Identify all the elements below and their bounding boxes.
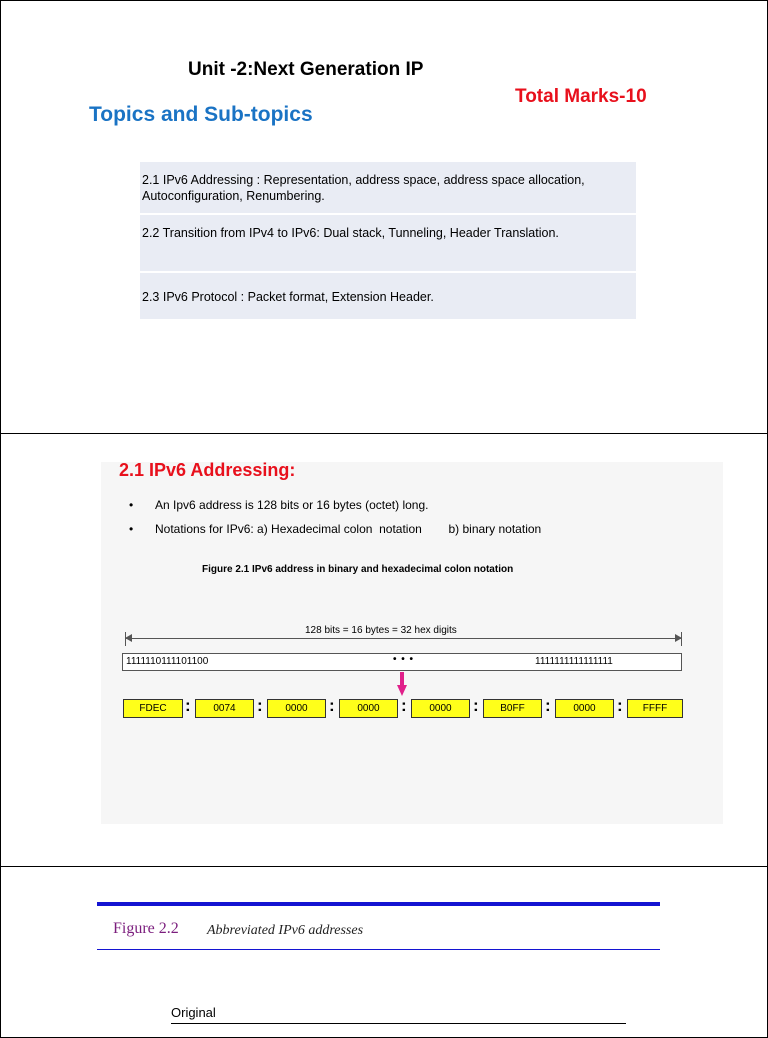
slide-background-panel	[101, 462, 723, 824]
hex-colon: :	[185, 696, 191, 715]
figure-top-rule	[97, 902, 660, 906]
hex-group: FDEC	[123, 699, 183, 718]
slide-ipv6-addressing	[0, 433, 768, 867]
figure-label: Figure 2.2	[113, 920, 179, 937]
topics-table	[140, 162, 636, 321]
hex-group: 0074	[195, 699, 254, 718]
hex-group: B0FF	[483, 699, 542, 718]
hex-colon: :	[545, 696, 551, 715]
hex-colon: :	[617, 696, 623, 715]
binary-right: 1111111111111111	[535, 656, 613, 667]
span-label: 128 bits = 16 bytes = 32 hex digits	[301, 625, 461, 636]
slide-topics	[0, 0, 768, 434]
hex-group: 0000	[339, 699, 398, 718]
hex-colon: :	[329, 696, 335, 715]
bullet-text: An Ipv6 address is 128 bits or 16 bytes (octet) long.	[155, 498, 429, 512]
topic-row: 2.3 IPv6 Protocol : Packet format, Extension Header.	[140, 273, 636, 321]
unit-title: Unit -2:Next Generation IP	[188, 59, 424, 80]
total-marks: Total Marks-10	[515, 86, 647, 107]
figure-title: Abbreviated IPv6 addresses	[207, 923, 364, 938]
slide-abbreviated-addresses	[0, 866, 768, 1038]
arrow-left-icon	[125, 634, 132, 642]
topic-row: 2.1 IPv6 Addressing : Representation, address space, address space allocation, Autoconfiguration, Renumbering.	[140, 162, 636, 215]
original-label: Original	[171, 1005, 216, 1020]
binary-notation-box	[122, 653, 682, 671]
hex-group: 0000	[411, 699, 470, 718]
figure-caption: Figure 2.1 IPv6 address in binary and hexadecimal colon notation	[202, 564, 514, 575]
binary-ellipsis: • • •	[393, 654, 415, 665]
bullet-dot: •	[129, 522, 134, 536]
section-title: 2.1 IPv6 Addressing:	[119, 460, 296, 480]
hex-group: 0000	[555, 699, 614, 718]
hex-colon: :	[473, 696, 479, 715]
figure-bottom-rule	[97, 949, 660, 950]
bullet-text: Notations for IPv6: a) Hexadecimal colon notation b) binary notation	[155, 522, 542, 536]
down-arrow-icon	[397, 672, 407, 696]
arrow-right-icon	[675, 634, 682, 642]
hex-colon: :	[257, 696, 263, 715]
binary-left: 1111110111101100	[126, 656, 209, 667]
span-dimension-line	[125, 638, 682, 639]
hex-colon: :	[401, 696, 407, 715]
hex-group: FFFF	[627, 699, 683, 718]
topic-row: 2.2 Transition from IPv4 to IPv6: Dual stack, Tunneling, Header Translation.	[140, 215, 636, 273]
hex-group: 0000	[267, 699, 326, 718]
topics-heading: Topics and Sub-topics	[89, 103, 313, 126]
bullet-dot: •	[129, 498, 134, 512]
